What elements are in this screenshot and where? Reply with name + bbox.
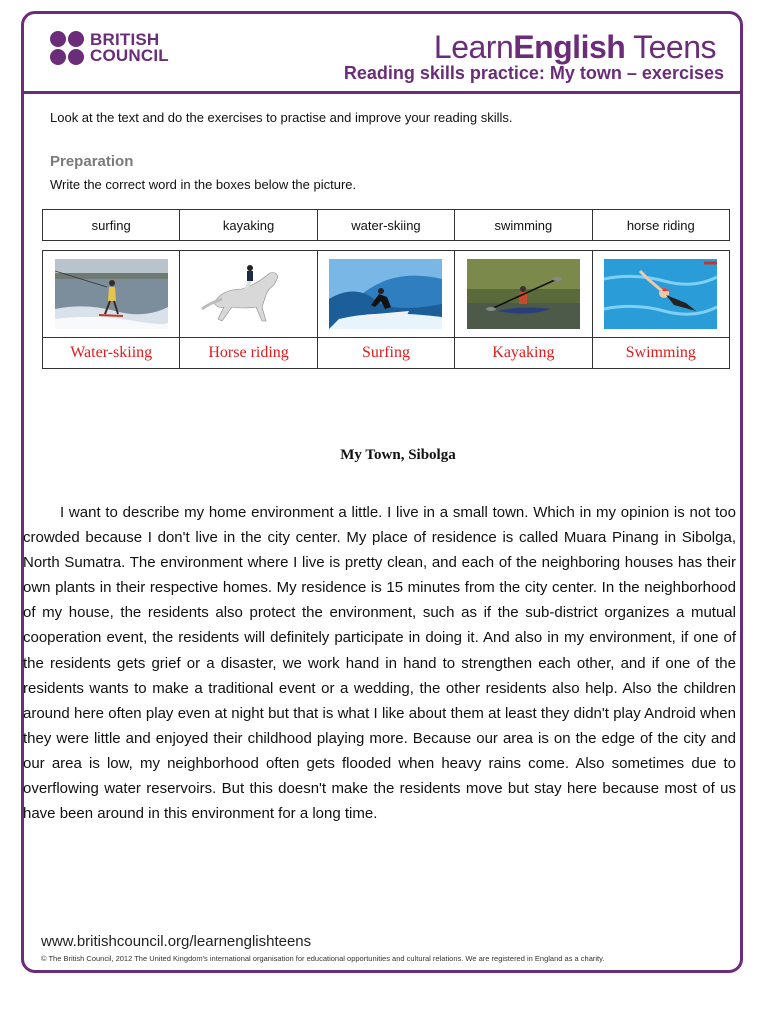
answer-cell[interactable]: Water-skiing <box>43 338 180 369</box>
word-bank-item: horse riding <box>592 210 729 241</box>
intro-text: Look at the text and do the exercises to practise and improve your reading skills. <box>50 110 513 125</box>
answer-cell[interactable]: Horse riding <box>180 338 317 369</box>
logo-dots-icon <box>50 31 84 65</box>
preparation-heading: Preparation <box>50 153 134 170</box>
word-bank-item: kayaking <box>180 210 317 241</box>
horse-riding-photo <box>192 259 305 329</box>
answer-cell[interactable]: Surfing <box>317 338 454 369</box>
picture-table <box>42 250 730 369</box>
preparation-instruction: Write the correct word in the boxes below the picture. <box>50 177 357 192</box>
word-bank-item: water-skiing <box>317 210 454 241</box>
water-skiing-photo <box>55 259 168 329</box>
word-bank-item: swimming <box>455 210 592 241</box>
page-subtitle: Reading skills practice: My town – exercises <box>343 63 724 83</box>
essay-body: I want to describe my home environment a little. I live in a small town. Which in my opinion is not too crowded because I don't live in the city center. My place of residence is called Muara Pinang in Sibolga, North Sumatra. The environment where I live is pretty clean, and each of the neighboring houses has their own plants in their respective homes. My residence is 15 minutes from the city center. In the neighborhood of my house, the residents also protect the environment, such as if the sub-district organizes a mutual cooperation event, the residents will definitely participate in doing it. And also in my environment, if one of the residents gets grief or a disaster, we work hand in hand to strengthen each other, and if one of the residents wants to make a traditional event or a wedding, the other residents also help. Also the children around here often play even at night but that is what I like about them at least they didn't play Android when they were little and enjoyed their childhood playing more. Because our area is on the edge of the city and our area is low, my neighborhood often gets flooded when heavy rains come. Also sometimes due to overflowing water reservoirs. But this doesn't make the residents move but stay here because most of us have been around in this environment for a long time. <box>23 504 736 823</box>
logo-line2: COUNCIL <box>90 46 169 65</box>
surfing-photo <box>329 259 442 329</box>
header-divider <box>21 91 743 94</box>
word-bank-table <box>42 209 730 241</box>
answer-cell[interactable]: Swimming <box>592 338 729 369</box>
logo-line1: BRITISH <box>90 30 160 49</box>
swimming-photo <box>604 259 717 329</box>
footer-url-link[interactable]: www.britishcouncil.org/learnenglishteens <box>41 933 312 950</box>
word-bank-item: surfing <box>43 210 180 241</box>
kayaking-photo <box>467 259 580 329</box>
footer-legal-text: © The British Council, 2012 The United Kingdom's international organisation for educational opportunities and cultural relations. We are registered in England as a charity. <box>41 954 605 963</box>
essay-title: My Town, Sibolga <box>340 447 456 463</box>
learnenglish-teens-brand[interactable]: LearnEnglish Teens <box>433 29 716 65</box>
answer-cell[interactable]: Kayaking <box>455 338 592 369</box>
british-council-logo[interactable] <box>50 31 169 65</box>
